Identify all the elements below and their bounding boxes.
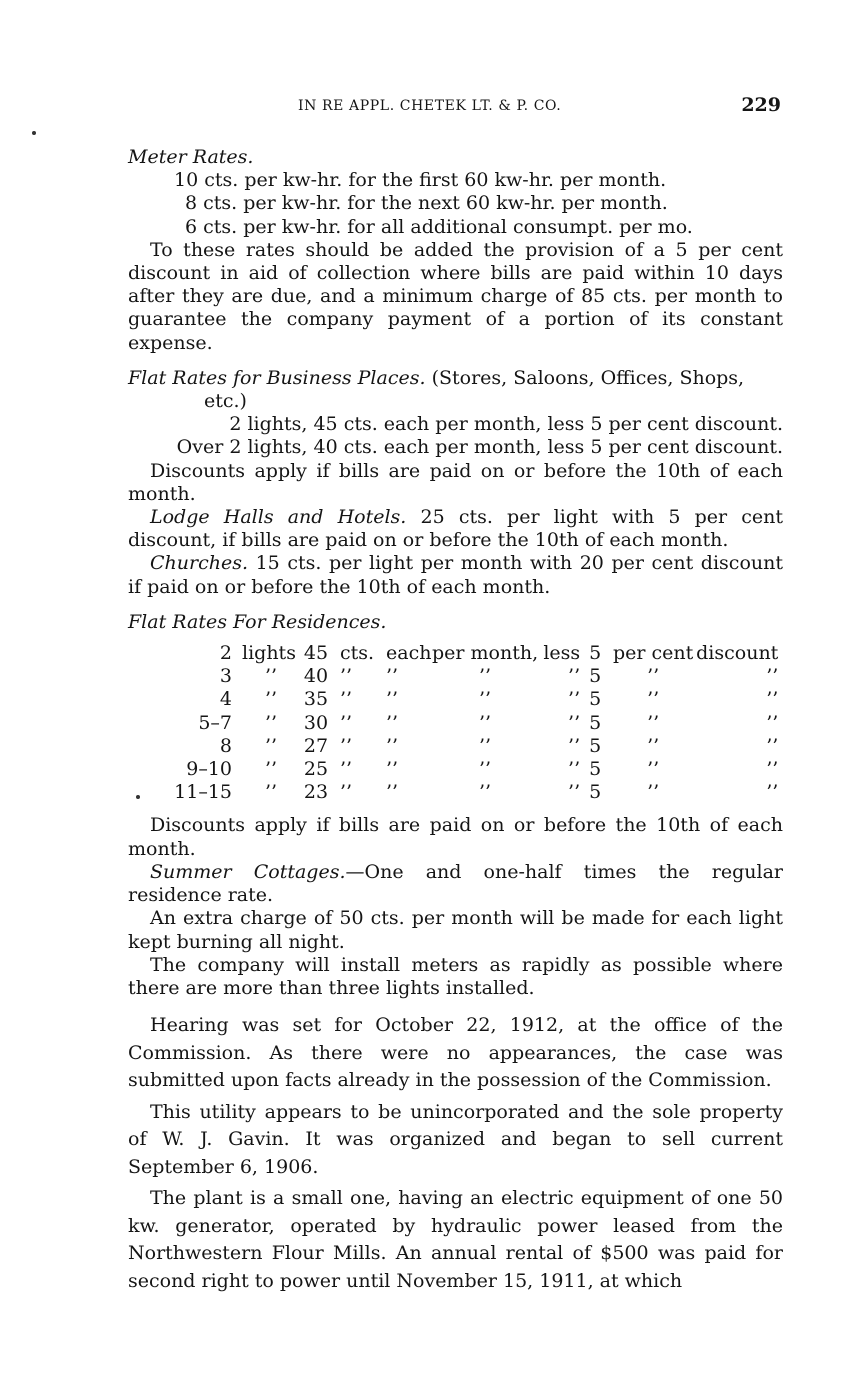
meter-rate-line-1: 10 cts. per kw-hr. for the first 60 kw-hr. per month. — [174, 169, 667, 192]
churches-paragraph — [128, 552, 783, 598]
lights-cell: 8 — [219, 734, 232, 757]
ditto-mark: ’’ — [264, 711, 278, 734]
percent-cell: 5 — [589, 665, 602, 688]
churches-heading: Churches. — [150, 552, 249, 575]
ditto-mark: ’’ — [766, 734, 779, 757]
ditto-mark: ’’ — [386, 758, 399, 781]
lights-cell: 11–15 — [174, 781, 232, 804]
ditto-mark: ’’ — [340, 665, 353, 688]
discount-label: discount — [696, 642, 779, 665]
lodge-halls-heading: Lodge Halls and Hotels. — [150, 506, 407, 529]
ditto-mark: ’’ — [647, 734, 660, 757]
business-heading-cont: etc.) — [204, 390, 247, 413]
rate-cell: 30 — [303, 711, 329, 734]
meter-rate-line-2: 8 cts. per kw-hr. for the next 60 kw-hr. per month. — [185, 192, 668, 215]
percent-cell: 5 — [589, 758, 602, 781]
table-row — [128, 665, 778, 688]
ditto-mark: ’’ — [568, 711, 581, 734]
business-heading — [128, 367, 783, 390]
ditto-mark: ’’ — [568, 688, 581, 711]
each-label: each — [386, 642, 432, 665]
summer-cottages-heading: Summer Cottages. — [150, 860, 346, 883]
ditto-mark: ’’ — [568, 781, 581, 804]
residences-heading: Flat Rates For Residences. — [128, 610, 387, 633]
meter-rates-heading: Meter Rates. — [128, 146, 254, 168]
ditto-mark: ’’ — [386, 781, 399, 804]
table-row — [128, 735, 778, 758]
lights-cell: 2 — [219, 642, 232, 665]
page-header — [128, 94, 783, 122]
ditto-mark: ’’ — [766, 758, 779, 781]
lights-cell: 3 — [219, 665, 232, 688]
ditto-mark: ’’ — [340, 758, 353, 781]
table-row — [128, 758, 778, 781]
percent-cell: 5 — [589, 734, 602, 757]
ditto-mark: ’’ — [479, 781, 492, 804]
ditto-mark: ’’ — [386, 665, 399, 688]
ditto-mark: ’’ — [766, 688, 779, 711]
percent-cell: 5 — [589, 781, 602, 804]
lights-cell: 4 — [219, 688, 232, 711]
ditto-mark: ’’ — [568, 734, 581, 757]
table-row — [128, 688, 778, 711]
utility-paragraph: This utility appears to be unincorporated and the sole property of W. J. Gavin. It was organized and began to sell current September 6, 1906. — [128, 1100, 783, 1178]
less-label: less — [543, 642, 581, 665]
page-body — [128, 146, 783, 1295]
rate-cell: 23 — [303, 781, 329, 804]
ditto-mark: ’’ — [479, 665, 492, 688]
residence-rates-table — [128, 642, 778, 804]
ditto-mark: ’’ — [647, 711, 660, 734]
rate-cell: 45 — [303, 642, 329, 665]
meter-rate-line-3: 6 cts. per kw-hr. for all additional consumpt. per mo. — [185, 215, 693, 238]
ditto-mark: ’’ — [479, 711, 492, 734]
ditto-mark: ’’ — [647, 781, 660, 804]
ditto-mark: ’’ — [766, 711, 779, 734]
ditto-mark: ’’ — [340, 711, 353, 734]
ditto-mark: ’’ — [264, 781, 278, 804]
scan-speck — [136, 795, 140, 799]
cts-label: cts. — [340, 642, 375, 665]
rate-cell: 40 — [303, 665, 329, 688]
plant-paragraph: The plant is a small one, having an electric equipment of one 50 kw. generator, operated by hydraulic power leased from the Northwestern Flour Mills. An annual rental of $500 was paid for second right to power until November 15, 1911, at which — [128, 1187, 783, 1292]
business-heading-rest: (Stores, Saloons, Offices, Shops, — [431, 366, 745, 389]
ditto-mark: ’’ — [568, 665, 581, 688]
ditto-mark: ’’ — [647, 688, 660, 711]
ditto-mark: ’’ — [647, 665, 660, 688]
business-discount-note: Discounts apply if bills are paid on or before the 10th of each month. — [128, 459, 783, 505]
business-heading-title: Flat Rates for Business Places. — [128, 366, 426, 389]
running-head: IN RE APPL. CHETEK LT. & P. CO. — [298, 98, 562, 114]
meter-rates-paragraph: To these rates should be added the provision of a 5 per cent discount in aid of collection where bills are paid within 10 days after they are due, and a minimum charge of 85 cts. per month to guarantee the company payment of a portion of its constant expense. — [128, 238, 783, 354]
rate-cell: 25 — [303, 758, 329, 781]
churches-text: 15 cts. per light per month with 20 per cent discount if paid on or before the 10th of each month. — [128, 552, 783, 598]
meters-paragraph: The company will install meters as rapidly as possible where there are more than three lights installed. — [128, 953, 783, 999]
scan-speck — [32, 131, 36, 135]
lights-label: lights — [242, 642, 296, 665]
summer-cottages-paragraph — [128, 861, 783, 907]
ditto-mark: ’’ — [264, 758, 278, 781]
page-number: 229 — [741, 94, 781, 116]
ditto-mark: ’’ — [568, 758, 581, 781]
ditto-mark: ’’ — [264, 734, 278, 757]
business-rate-line-2: Over 2 lights, 40 cts. each per month, less 5 per cent discount. — [176, 436, 783, 459]
ditto-mark: ’’ — [479, 758, 492, 781]
lights-cell: 9–10 — [186, 758, 232, 781]
residence-discount-note: Discounts apply if bills are paid on or before the 10th of each month. — [128, 814, 783, 860]
rate-cell: 35 — [303, 688, 329, 711]
ditto-mark: ’’ — [766, 781, 779, 804]
lights-cell: 5–7 — [198, 711, 232, 734]
rate-cell: 27 — [303, 734, 329, 757]
table-row — [128, 712, 778, 735]
extra-charge-paragraph: An extra charge of 50 cts. per month will be made for each light kept burning all night. — [128, 907, 783, 953]
lodge-halls-text: 25 cts. per light with 5 per cent discount, if bills are paid on or before the 10th of each month. — [128, 506, 784, 552]
ditto-mark: ’’ — [479, 688, 492, 711]
ditto-mark: ’’ — [479, 734, 492, 757]
ditto-mark: ’’ — [647, 758, 660, 781]
ditto-mark: ’’ — [386, 688, 399, 711]
lodge-halls-paragraph — [128, 506, 783, 552]
summer-cottages-text: —One and one-half times the regular residence rate. — [128, 860, 783, 907]
ditto-mark: ’’ — [766, 665, 779, 688]
percent-cell: 5 — [589, 711, 602, 734]
table-row — [128, 642, 778, 665]
ditto-mark: ’’ — [264, 665, 278, 688]
percent-cell: 5 — [589, 688, 602, 711]
ditto-mark: ’’ — [340, 734, 353, 757]
ditto-mark: ’’ — [340, 688, 353, 711]
table-row — [128, 781, 778, 804]
per-month-label: per month, — [432, 642, 539, 665]
hearing-paragraph: Hearing was set for October 22, 1912, at the office of the Commission. As there were no appearances, the case was submitted upon facts already in the possession of the Commission. — [128, 1014, 783, 1092]
ditto-mark: ’’ — [264, 688, 278, 711]
ditto-mark: ’’ — [386, 734, 399, 757]
per-cent-label: per cent — [612, 642, 694, 665]
percent-cell: 5 — [589, 642, 602, 665]
ditto-mark: ’’ — [386, 711, 399, 734]
ditto-mark: ’’ — [340, 781, 353, 804]
business-rate-line-1: 2 lights, 45 cts. each per month, less 5 per cent discount. — [229, 413, 783, 436]
